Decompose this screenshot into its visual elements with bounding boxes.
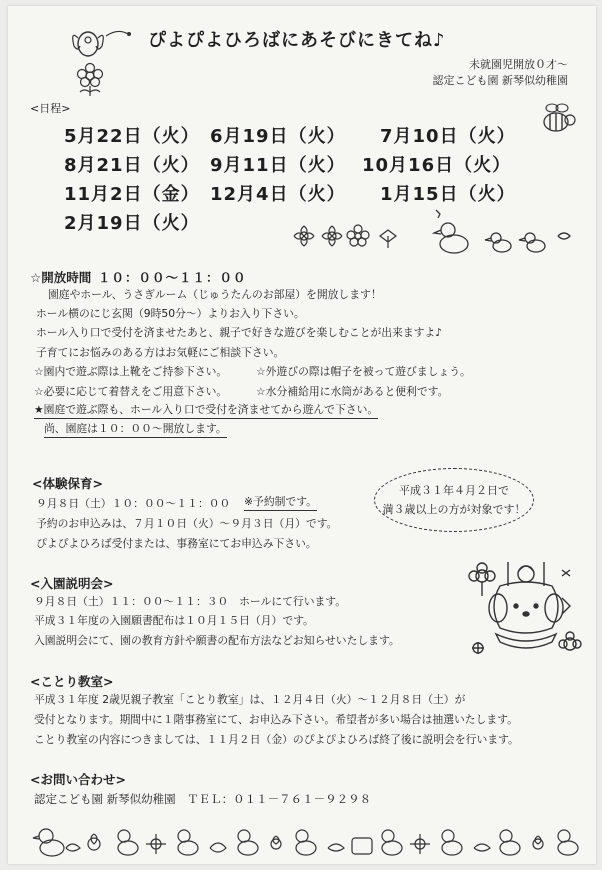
opening-label: ☆開放時間 [30,270,92,285]
opening-time: １０：００～１１：００ [98,270,247,285]
contact-line: 認定こども園 新琴似幼稚園 ＴＥＬ：０１１－７６１－９２９８ [34,792,372,806]
date-item: 10月16日（火） [362,155,512,176]
date-item: 5月22日（火） [64,126,200,147]
opening-star-note-2: 尚、園庭は１０：００～開放します。 [44,420,227,438]
birds-doodle-icon [426,208,576,258]
trial-line: ９月８日（土）１０：００～１１：００ [36,497,231,510]
date-item: 11月2日（金） [64,184,200,205]
date-item: 8月21日（火） [64,155,200,176]
admission-line: 入園説明会にて、園の教育方針や願書の配布方法などお知らせいたします。 [34,634,400,647]
opening-line: ホール入り口で受付を済ませたあと、親子で好きな遊びを楽しむことが出来ますよ♪ [36,326,443,339]
page-title: ぴよぴよひろばにあそびにきてね♪ [148,30,446,51]
kotori-line: ことり教室の内容につきましては、１１月２日（金）のぴよぴよひろば終了後に説明会を行います。 [34,733,519,746]
admission-line: 平成３１年度の入園願書配布は１０月１５日（月）です。 [34,614,314,627]
date-item: 9月11日（火） [210,155,346,176]
opening-note: ☆必要に応じて着替えをご用意下さい。 [34,385,228,398]
kotori-heading: <ことり教室> [30,674,114,689]
opening-line: ホール横のにじ玄関（9時50分～）よりお入り下さい。 [36,307,305,320]
opening-note: ☆水分補給用に水筒があると便利です。 [256,385,449,398]
fairy-doodle-icon [66,24,136,64]
bubble-line: 満３歳以上の方が対象です！ [382,503,526,516]
opening-line: 園庭やホール、うさぎルーム（じゅうたんのお部屋）を開放します！ [48,288,382,301]
kotori-line: 平成３１年度 2歳児親子教室「ことり教室」は、１２月４日（火）～１２月８日（土）が [34,693,466,706]
bubble-line: 平成３１年４月２日で [399,484,509,497]
flowers-doodle-icon [290,222,410,252]
schedule-heading: <日程> [30,102,71,115]
kotori-line: 受付となります。期間中に１階事務室にて、お申込み下さい。希望者が多い場合は抽選いたします。 [34,713,518,726]
admission-line: ９月８日（土）１１：００～１１：３０ ホールにて行います。 [34,595,347,608]
bee-icon [538,100,578,136]
eligibility-bubble [374,468,534,532]
date-item: 6月19日（火） [210,126,346,147]
opening-star-note: ★園庭で遊ぶ際も、ホール入り口で受付を済ませてから遊んで下さい。 [34,401,378,419]
date-item: 1月15日（火） [380,184,516,205]
trial-line: 予約のお申込みは、７月１０日（火）～９月３日（月）です。 [36,517,338,530]
flower-icon [72,62,108,98]
date-item: 7月10日（火） [380,126,516,147]
swing-animal-icon [466,556,584,666]
opening-note: ☆園内で遊ぶ際は上靴をご持参下さい。 [34,365,228,378]
trial-heading: <体験保育> [32,476,103,491]
date-item: 2月19日（火） [64,213,200,234]
contact-heading: <お問い合わせ> [30,772,126,787]
trial-reservation-note: ※予約制です。 [244,494,317,511]
bottom-border-doodle-icon [28,818,580,862]
admission-heading: <入園説明会> [30,576,114,591]
opening-line: 子育てにお悩みのある方はお気軽にご相談下さい。 [36,346,285,359]
org-line-2: 認定こども園 新琴似幼稚園 [432,74,568,87]
date-item: 12月4日（火） [210,184,346,205]
trial-line: ぴよぴよひろば受付または、事務室にてお申込み下さい。 [36,537,317,550]
org-line-1: 未就園児開放０才～ [469,58,568,71]
opening-note: ☆外遊びの際は帽子を被って遊びましょう。 [256,365,471,378]
